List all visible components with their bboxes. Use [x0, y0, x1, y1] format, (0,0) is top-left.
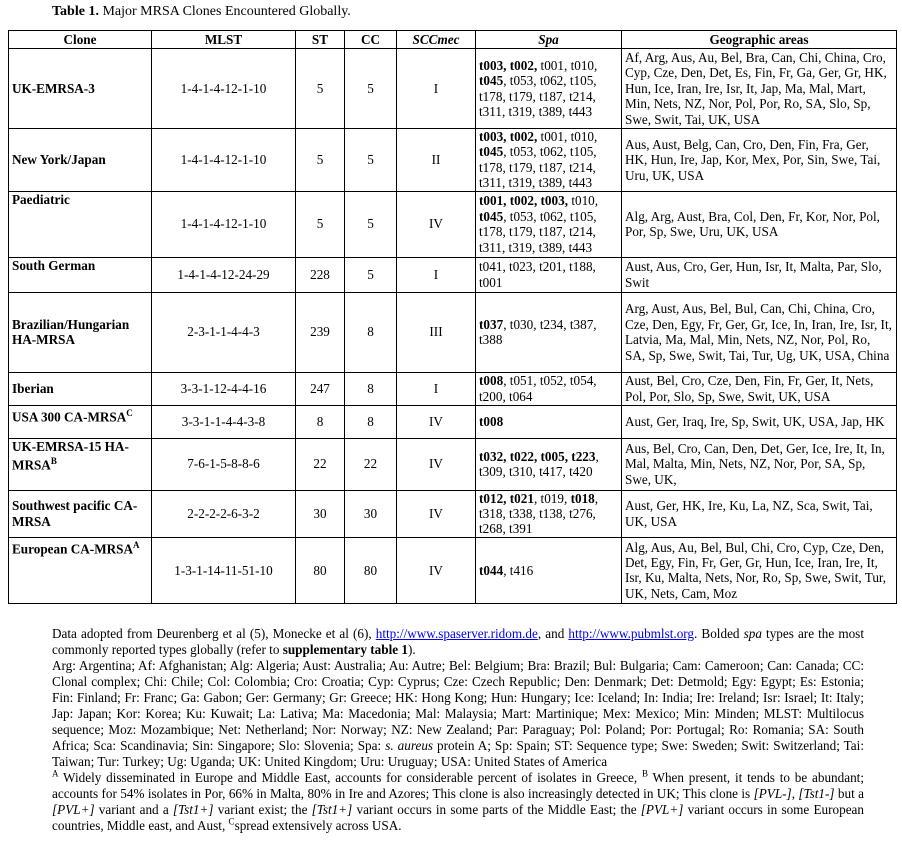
- mlst-cell: 1-4-1-4-12-1-10: [152, 49, 296, 129]
- mlst-cell: 1-4-1-4-12-1-10: [152, 129, 296, 192]
- st-cell: 5: [296, 129, 345, 192]
- geographic-areas-cell: Aus, Aust, Belg, Can, Cro, Den, Fin, Fra, Ger, HK, Hun, Ire, Jap, Kor, Mex, Por, Sin, Swe, Tai, Uru, UK, USA: [622, 129, 897, 192]
- source-note: [52, 626, 864, 658]
- spa-types: t001, t010,: [540, 57, 598, 73]
- sccmec-cell: I: [397, 372, 476, 405]
- pvl-positive: [PVL+]: [52, 802, 95, 817]
- note-b-marker: B: [641, 768, 648, 779]
- spa-types: , t053, t062, t105, t178, t179, t187, t214, t311, t319, t389, t443: [479, 144, 597, 191]
- geographic-areas-cell: Alg, Aus, Au, Bel, Bul, Chi, Cro, Cyp, Cze, Den, Det, Egy, Fin, Fr, Ger, Gr, Hun, Ice, Iran, Ire, It, Isr, Ku, Malta, Nets, Nor, Ro, Sp, Swe, Swit, Tur, UK, Nets, Cam, Moz: [622, 537, 897, 603]
- clone-cell: [9, 490, 152, 537]
- spa-types: , t053, t062, t105, t178, t179, t187, t214, t311, t319, t389, t443: [479, 208, 597, 255]
- abbreviations-note: [52, 658, 864, 770]
- spa-types-bold: t003, t002,: [479, 129, 541, 144]
- geographic-areas-cell: Aust, Ger, HK, Ire, Ku, La, NZ, Sca, Swit, Tai, UK, USA: [622, 490, 897, 537]
- mlst-cell: 7-6-1-5-8-8-6: [152, 438, 296, 490]
- note-a-text: Widely disseminated in Europe and Middle East, accounts for considerable percent of isolates in Greece,: [58, 770, 642, 785]
- sccmec-cell: IV: [397, 405, 476, 438]
- clone-footnote-marker: A: [133, 539, 140, 550]
- pvl-positive-2: [PVL+]: [640, 802, 684, 817]
- clone-name: Brazilian/Hungarian HA-MRSA: [12, 316, 130, 348]
- spa-types: t041, t023, t201, t188, t001: [479, 259, 596, 290]
- cc-cell: 30: [345, 490, 397, 537]
- table-row: [9, 49, 897, 129]
- pubmlst-link[interactable]: http://www.pubmlst.org: [568, 626, 695, 641]
- clone-name: New York/Japan: [12, 152, 106, 168]
- col-header-clone: Clone: [9, 31, 152, 49]
- mlst-cell: 3-3-1-12-4-4-16: [152, 372, 296, 405]
- abbrev-italic: s. aureus: [385, 738, 434, 753]
- spaserver-link[interactable]: http://www.spaserver.ridom.de: [375, 626, 538, 641]
- source-text-mid: , and: [537, 626, 569, 641]
- source-text-end: ).: [408, 642, 416, 657]
- note-b-text-6: variant occurs in some parts of the Middle East; the: [352, 802, 641, 817]
- table-row: [9, 191, 897, 257]
- st-cell: 30: [296, 490, 345, 537]
- spa-cell: [476, 292, 622, 372]
- table-row: [9, 405, 897, 438]
- cc-cell: 8: [345, 292, 397, 372]
- mlst-cell: 1-4-1-4-12-1-10: [152, 191, 296, 257]
- clone-name: Iberian: [12, 380, 54, 396]
- superscript-notes: [52, 770, 864, 834]
- clone-name: Southwest pacific CA-MRSA: [12, 498, 138, 529]
- clone-footnote-marker: B: [50, 456, 57, 467]
- table-row: [9, 129, 897, 192]
- cc-cell: 5: [345, 129, 397, 192]
- note-b-text: When present, it tends to be abundant; accounts for 54% isolates in Por, 66% in Malta, 80% in Ire and Azores; This clone is also increasingly detected in UK; This clone is: [52, 770, 864, 801]
- spa-types: , t053, t062, t105, t178, t179, t187, t214, t311, t319, t389, t443: [479, 73, 597, 119]
- sccmec-cell: I: [397, 49, 476, 129]
- mlst-cell: 1-4-1-4-12-24-29: [152, 257, 296, 292]
- note-b-text-3: but a: [834, 786, 865, 801]
- spa-cell: [476, 438, 622, 490]
- spa-types: , t309, t310, t417, t420: [479, 448, 599, 480]
- table-header-row: [9, 31, 897, 49]
- geographic-areas-cell: Aust, Ger, Iraq, Ire, Sp, Swit, UK, USA, Jap, HK: [622, 405, 897, 438]
- col-header-spa: Spa: [476, 31, 622, 49]
- cc-cell: 8: [345, 405, 397, 438]
- note-c-marker: C: [228, 816, 235, 827]
- cc-cell: 5: [345, 257, 397, 292]
- spa-types-bold: t012, t021: [479, 490, 534, 506]
- st-cell: 247: [296, 372, 345, 405]
- note-b-text-2: ,: [791, 786, 799, 801]
- mlst-cell: 2-3-1-1-4-4-3: [152, 292, 296, 372]
- st-cell: 22: [296, 438, 345, 490]
- spa-cell: [476, 537, 622, 603]
- sccmec-cell: IV: [397, 490, 476, 537]
- tst1-positive: [Tst1+]: [172, 802, 214, 817]
- clone-name: Paediatric: [12, 191, 70, 207]
- spa-types-bold: t001, t002, t003,: [479, 193, 572, 209]
- spa-types-bold: t045: [479, 208, 504, 224]
- mrsa-clones-table: [8, 30, 897, 604]
- caption-text: Major MRSA Clones Encountered Globally.: [98, 4, 351, 19]
- table-row: [9, 292, 897, 372]
- spa-types: , t051, t052, t054, t200, t064: [479, 373, 597, 404]
- spa-types: t001, t010,: [540, 129, 598, 144]
- clone-name: European CA-MRSA: [12, 541, 134, 557]
- st-cell: 239: [296, 292, 345, 372]
- geographic-areas-cell: Af, Arg, Aus, Au, Bel, Bra, Can, Chi, China, Cro, Cyp, Cze, Den, Det, Es, Fin, Fr, Ga, Ger, Gr, HK, Hun, Ice, Iran, Ire, Isr, It, Jap, Ma, Mal, Mart, Min, Nets, NZ, Nor, Pol, Por, Ro, SA, Slo, Sp, Swe, Swit, Tai, UK, USA: [622, 49, 897, 129]
- abbrev-text: Arg: Argentina; Af: Afghanistan; Alg: Algeria; Aust: Australia; Au: Autre; Bel: Belgium; Bra: Brazil; Bul: Bulgaria; Cam: Cameroon; Can: Canada; CC: Clonal complex; Chi: Chile; Col: Colombia; Cro: Croatia; Cyp: Cyprus; Cze: Czech Republic; Den: Denmark; Det: Detmold; Egy: Egypt; Es: Estonia; Fin: Finland; Fr: Franc; Ga: Gabon; Ger: Germany; Gr: Greece; HK: Hong Kong; Hun: Hungary; Ice: Iceland; In: India; Ire: Ireland; Isr: Israel; It: Italy; Jap: Japan; Kor: Korea; Ku: Kuwait; La: Lativa; Ma: Macedonia; Mal: Malaysia; Mart: Martinique; Mex: Mexico; Min: Minden; MLST: Multilocus sequence; Moz: Mozambique; Net: Netherland; Nor: Norway; NZ: New Zealand; Par: Paraguay; Pol: Poland; Por: Portugal; Ro: Romania; SA: South Africa; Sca: Scandinavia; Sin: Singapore; Slo: Slovenia; Spa:: [52, 658, 864, 753]
- table-row: [9, 372, 897, 405]
- source-text-post: . Bolded: [694, 626, 744, 641]
- cc-cell: 22: [345, 438, 397, 490]
- mlst-cell: 1-3-1-14-11-51-10: [152, 537, 296, 603]
- st-cell: 5: [296, 49, 345, 129]
- note-b-text-7: variant occurs in some European countries, Middle east, and Aust,: [52, 802, 864, 833]
- cc-cell: 5: [345, 191, 397, 257]
- spa-types: , t416: [503, 562, 534, 578]
- mlst-cell: 3-3-1-1-4-4-3-8: [152, 405, 296, 438]
- col-header-geographic-areas: Geographic areas: [622, 31, 897, 49]
- spa-cell: [476, 191, 622, 257]
- note-c-text: spread extensively across USA.: [234, 818, 402, 833]
- spa-types-bold: t018: [570, 490, 595, 506]
- spa-types-bold: t045: [479, 73, 504, 89]
- note-b-text-4: variant and a: [94, 802, 173, 817]
- st-cell: 228: [296, 257, 345, 292]
- caption-label: Table 1.: [52, 4, 99, 19]
- abbrev-text-post: protein A; Sp: Spain; ST: Sequence type; Swe: Sweden; Swit: Switzerland; Tai: Taiwan; Tur: Turkey; Ug: Uganda; UK: United Kingdom; Uru: Uruguay; USA: United States of America: [52, 738, 864, 769]
- tst1-negative: [Tst1-]: [798, 786, 835, 801]
- spa-cell: [476, 372, 622, 405]
- clone-cell: [9, 438, 152, 490]
- col-header-st: ST: [296, 31, 345, 49]
- spa-word: spa: [743, 626, 762, 641]
- table-footnotes: [52, 626, 864, 834]
- col-header-sccmec: SCCmec: [397, 31, 476, 49]
- table-row: [9, 257, 897, 292]
- geographic-areas-cell: Alg, Arg, Aust, Bra, Col, Den, Fr, Kor, Nor, Pol, Por, Sp, Swe, Uru, UK, USA: [622, 191, 897, 257]
- geographic-areas-cell: Aust, Bel, Cro, Cze, Den, Fin, Fr, Ger, It, Nets, Pol, Por, Slo, Sp, Swe, Swit, UK, USA: [622, 372, 897, 405]
- clone-cell: [9, 257, 152, 292]
- note-a-marker: A: [52, 768, 59, 779]
- supplementary-ref: supplementary table 1: [282, 642, 408, 657]
- sccmec-cell: IV: [397, 438, 476, 490]
- spa-types: , t030, t234, t387, t388: [479, 316, 597, 348]
- geographic-areas-cell: Arg, Aust, Aus, Bel, Bul, Can, Chi, China, Cro, Cze, Den, Egy, Fr, Ger, Gr, Ice, In, Iran, Ire, Isr, It, Latvia, Ma, Mal, Min, Nets, NZ, Nor, Pol, Ro, SA, Sp, Swe, Swit, Tai, Tur, Ug, UK, USA, China: [622, 292, 897, 372]
- spa-cell: [476, 49, 622, 129]
- spa-types: , t318, t338, t138, t276, t268, t391: [479, 490, 599, 537]
- col-header-mlst: MLST: [152, 31, 296, 49]
- table-row: [9, 537, 897, 603]
- note-b-text-5: variant exist; the: [213, 802, 312, 817]
- clone-cell: [9, 405, 152, 438]
- table-row: [9, 438, 897, 490]
- spa-cell: [476, 490, 622, 537]
- source-text: Data adopted from Deurenberg et al (5), Monecke et al (6),: [52, 626, 376, 641]
- cc-cell: 80: [345, 537, 397, 603]
- clone-cell: [9, 191, 152, 257]
- clone-footnote-marker: C: [126, 407, 133, 418]
- tst1-positive-2: [Tst1+]: [311, 802, 353, 817]
- st-cell: 80: [296, 537, 345, 603]
- spa-cell: [476, 129, 622, 192]
- spa-types-bold: t008: [479, 413, 504, 429]
- geographic-areas-cell: Aust, Aus, Cro, Ger, Hun, Isr, It, Malta, Par, Slo, Swit: [622, 257, 897, 292]
- clone-cell: [9, 49, 152, 129]
- sccmec-cell: I: [397, 257, 476, 292]
- clone-name: USA 300 CA-MRSA: [12, 409, 127, 425]
- clone-cell: [9, 537, 152, 603]
- spa-types-bold: t045: [479, 144, 504, 160]
- spa-types-bold: t037: [479, 316, 504, 332]
- spa-cell: [476, 257, 622, 292]
- cc-cell: 5: [345, 49, 397, 129]
- clone-name: UK-EMRSA-15 HA-MRSA: [12, 438, 129, 473]
- clone-name: UK-EMRSA-3: [12, 80, 95, 96]
- table-row: [9, 490, 897, 537]
- spa-types-bold: t044: [479, 562, 504, 578]
- spa-types-bold: t008: [479, 373, 504, 389]
- spa-types: t010,: [571, 193, 599, 209]
- sccmec-cell: III: [397, 292, 476, 372]
- sccmec-cell: II: [397, 129, 476, 192]
- table-caption: [52, 4, 351, 20]
- mlst-cell: 2-2-2-2-6-3-2: [152, 490, 296, 537]
- spa-types-bold: t032, t022, t005, t223: [479, 448, 596, 464]
- spa-types-bold: t003, t002,: [479, 57, 541, 73]
- st-cell: 5: [296, 191, 345, 257]
- sccmec-cell: IV: [397, 537, 476, 603]
- clone-cell: [9, 292, 152, 372]
- clone-cell: [9, 372, 152, 405]
- clone-name: South German: [12, 257, 96, 273]
- sccmec-cell: IV: [397, 191, 476, 257]
- cc-cell: 8: [345, 372, 397, 405]
- col-header-cc: CC: [345, 31, 397, 49]
- spa-types: , t019,: [533, 490, 571, 506]
- spa-cell: [476, 405, 622, 438]
- source-text-tail: types are the most commonly reported types globally (refer to: [52, 626, 864, 657]
- st-cell: 8: [296, 405, 345, 438]
- pvl-negative: [PVL-]: [753, 786, 792, 801]
- clone-cell: [9, 129, 152, 192]
- geographic-areas-cell: Aus, Bel, Cro, Can, Den, Det, Ger, Ice, Ire, It, In, Mal, Malta, Min, Nets, NZ, Nor, Por, SA, Sp, Swe, UK,: [622, 438, 897, 490]
